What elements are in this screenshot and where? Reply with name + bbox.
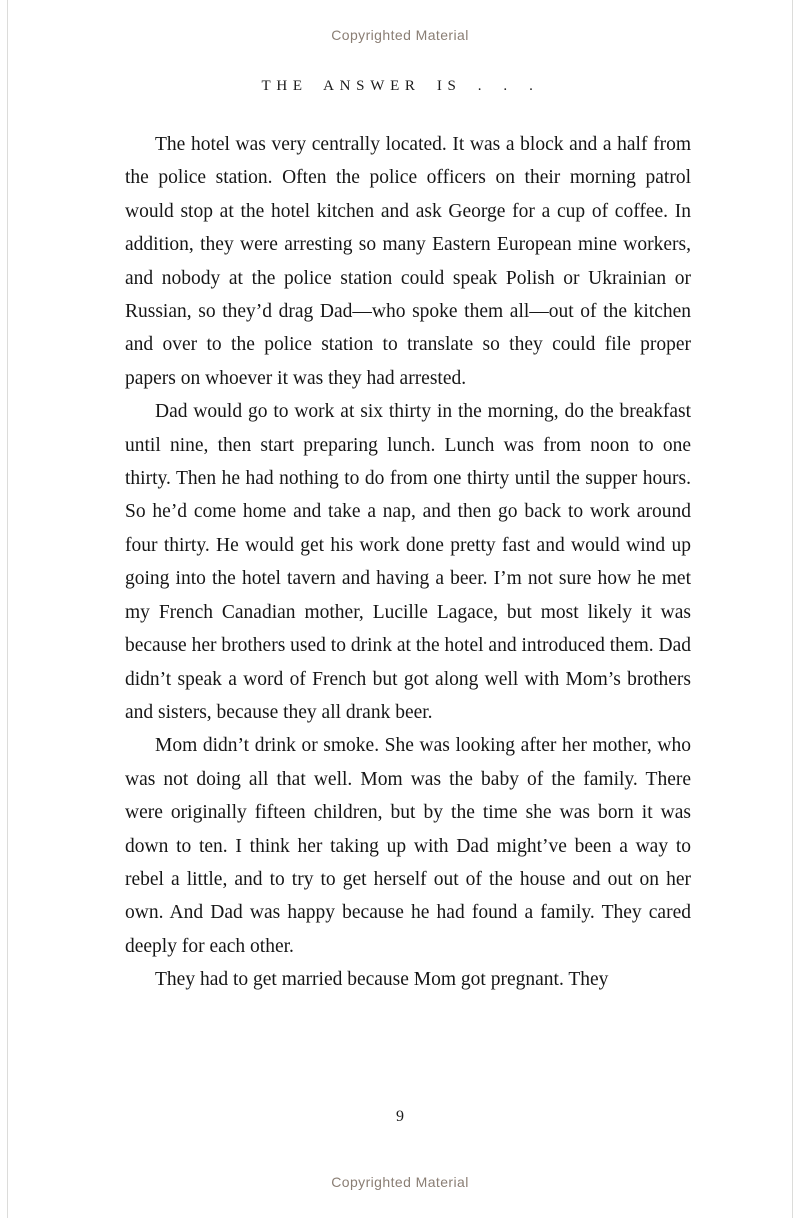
page-edge-left	[7, 0, 8, 1218]
page-number: 9	[396, 1108, 404, 1125]
copyright-notice-top: Copyrighted Material	[331, 27, 469, 43]
paragraph: The hotel was very centrally located. It was a block and a half from the police station. Often the police officers on their morning patrol would stop at the hotel kitchen and ask George for a cup of coffee. In addition, they were arresting so many Eastern European mine workers, and nobody at the police station could speak Polish or Ukrainian or Russian, so they’d drag Dad—who spoke them all—out of the kitchen and over to the police station to translate so they could file proper papers on whoever it was they had arrested.	[125, 134, 691, 389]
body-text	[125, 128, 691, 997]
running-head: THE ANSWER IS . . .	[261, 78, 539, 94]
paragraph: They had to get married because Mom got pregnant. They	[155, 969, 609, 991]
page-edge-right	[792, 0, 793, 1218]
copyright-notice-bottom: Copyrighted Material	[331, 1174, 469, 1190]
paragraph: Mom didn’t drink or smoke. She was looking after her mother, who was not doing all that well. Mom was the baby of the family. There were originally fifteen children, but by the time she was born it was down to ten. I think her taking up with Dad might’ve been a way to rebel a little, and to try to get herself out of the house and out on her own. And Dad was happy because he had found a family. They cared deeply for each other.	[125, 735, 691, 957]
paragraph: Dad would go to work at six thirty in the morning, do the breakfast until nine, then start preparing lunch. Lunch was from noon to one thirty. Then he had nothing to do from one thirty until the supper hours. So he’d come home and take a nap, and then go back to work around four thirty. He would get his work done pretty fast and would wind up going into the hotel tavern and having a beer. I’m not sure how he met my French Canadian mother, Lucille Lagace, but most likely it was because her brothers used to drink at the hotel and introduced them. Dad didn’t speak a word of French but got along well with Mom’s brothers and sisters, because they all drank beer.	[125, 401, 691, 723]
